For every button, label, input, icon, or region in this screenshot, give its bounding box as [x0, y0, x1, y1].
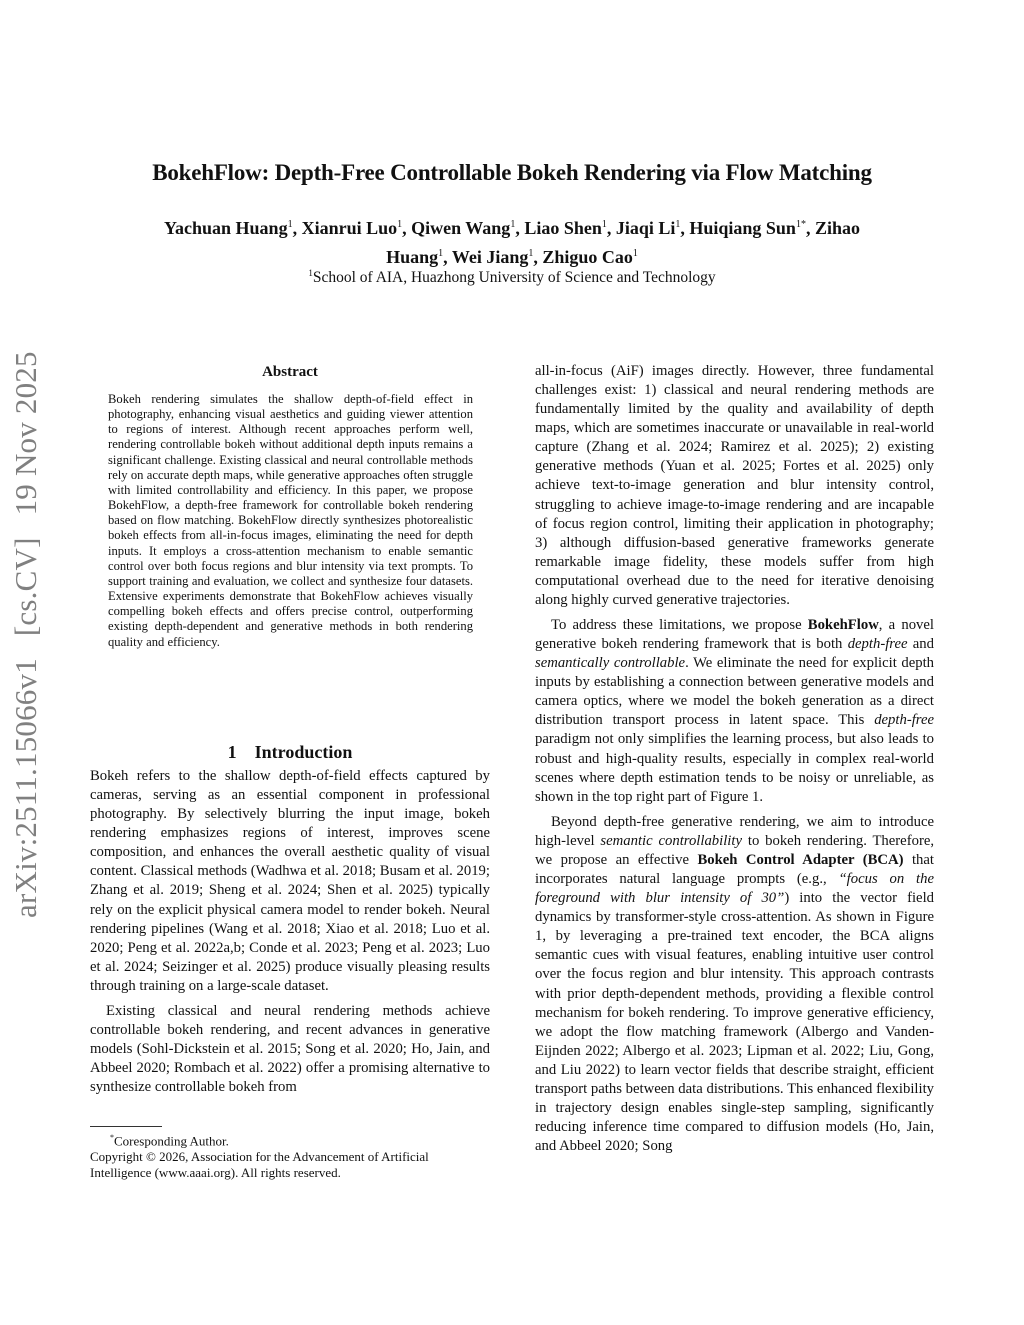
author-list	[110, 212, 914, 270]
paragraph: Beyond depth-free generative rendering, we aim to introduce high-level semantic controllability to bokeh rendering. Therefore, we propose an effective Bokeh Control Adapter (BCA) that incorporates natural language prompts (e.g., “focus on the foreground with blur intensity of 30”) into the vector field dynamics by transformer-style cross-attention. As shown in Figure 1, by leveraging a pre-trained text encoder, the BCA aligns semantic cues with visual features, enabling intuitive user control over the focus region and blur intensity. This approach contrasts with prior depth-dependent methods, providing a flexible control mechanism for bokeh rendering. To improve generative efficiency, we adopt the flow matching framework (Albergo and Vanden-Eijnden 2022; Albergo et al. 2023; Lipman et al. 2022; Liu, Gong, and Liu 2022) to learn vector fields that describe straight, efficient transport paths between data distributions. This enhanced flexibility in trajectory design enables single-step sampling, significantly reducing inference time compared to diffusion models (Ho, Jain, and Abbeel 2020; Song	[535, 813, 935, 1155]
abstract-heading: Abstract	[262, 364, 318, 380]
paragraph: Bokeh refers to the shallow depth-of-field effects captured by cameras, serving as an essential component in professional photography. By selectively blurring the input image, bokeh rendering emphasizes regions of interest, improves scene composition, and enhances the overall aesthetic quality of visual content. Classical methods (Wadhwa et al. 2018; Busam et al. 2019; Zhang et al. 2019; Sheng et al. 2024; Shen et al. 2025) typically rely on the explicit physical camera model to render bokeh. Neural rendering pipelines (Wang et al. 2018; Xiao et al. 2018; Luo et al. 2020; Peng et al. 2022a,b; Conde et al. 2023; Peng et al. 2023; Luo et al. 2024; Seizinger et al. 2025) produce visually pleasing results through training on a large-scale dataset.	[90, 768, 490, 994]
footnote-rule	[90, 1126, 162, 1127]
right-column-text	[535, 362, 934, 1156]
author-line-1	[110, 212, 914, 241]
author: Huiqiang Sun$^{1*}$,	[689, 218, 815, 238]
affiliation: $^1$School of AIA, Huazhong University of Science and Technology	[308, 268, 716, 287]
arxiv-category: [cs.CV]	[8, 537, 43, 637]
copyright-notice: Copyright © 2026, Association for the Advancement of Artificial Intelligence (www.aaai.org). All rights reserved.	[90, 1149, 429, 1181]
paragraph: all-in-focus (AiF) images directly. However, three fundamental challenges exist: 1) classical and neural rendering methods are fundamentally limited by the quality and availability of depth maps, which are sometimes inaccurate or unavailable in real-world capture (Zhang et al. 2024; Ramirez et al. 2025); 2) existing generative methods (Yuan et al. 2025; Fortes et al. 2025) only achieve text-to-image generation and blur intensity control, struggling to achieve image-to-image rendering and are incapable of focus region control, limiting their application in photography; 3) although diffusion-based generative frameworks generate remarkable image fidelity, these models suffer from high computational overhead due to the need for iterative denoising along highly curved generative trajectories.	[535, 363, 934, 608]
author: Huang$^1$,	[386, 247, 452, 267]
author: Xianrui Luo$^1$,	[301, 218, 412, 238]
corresponding-author-note: *Coresponding Author.	[110, 1133, 229, 1149]
section-heading-introduction: 1 Introduction	[227, 742, 353, 762]
paragraph: Existing classical and neural rendering methods achieve controllable bokeh rendering, and recent advances in generative models (Sohl-Dickstein et al. 2015; Song et al. 2020; Ho, Jain, and Abbeel 2020; Rombach et al. 2022) offer a promising alternative to synthesize controllable bokeh from	[90, 1002, 490, 1096]
author: Zhiguo Cao$^1$	[542, 247, 638, 267]
author: Jiaqi Li$^1$,	[615, 218, 690, 238]
author: Zihao	[814, 218, 860, 238]
arxiv-stamp	[8, 351, 44, 918]
author: Wei Jiang$^1$,	[451, 247, 543, 267]
paragraph: To address these limitations, we propose BokehFlow, a novel generative bokeh rendering framework that is both depth-free and semantically controllable. We eliminate the need for explicit depth inputs by establishing a connection between generative models and camera optics, where we model the bokeh generation as a direct distribution transport process in latent space. This depth-free paradigm not only simplifies the learning process, but also leads to robust and high-quality results, especially in complex real-world scenes where depth estimation tends to be noisy or unreliable, as shown in the top right part of Figure 1.	[535, 617, 935, 805]
author: Qiwen Wang$^1$,	[411, 218, 525, 238]
footnote	[90, 1130, 490, 1181]
arxiv-date: 19 Nov 2025	[8, 351, 43, 516]
author: Liao Shen$^1$,	[524, 218, 616, 238]
abstract-text: Bokeh rendering simulates the shallow depth-of-field effect in photography, enhancing visual aesthetics and guiding viewer attention to regions of interest. Although recent approaches perform well, rendering controllable bokeh without additional depth inputs remains a significant challenge. Existing classical and neural controllable methods rely on accurate depth maps, while generative approaches often struggle with limited controllability and efficiency. In this paper, we propose BokehFlow, a depth-free framework for controllable bokeh rendering based on flow matching. BokehFlow directly synthesizes photorealistic bokeh effects from all-in-focus images, eliminating the need for depth inputs. It employs a cross-attention mechanism to enable semantic control over both focus regions and blur intensity via text prompts. To support training and evaluation, we collect and synthesize four datasets. Extensive experiments demonstrate that BokehFlow achieves visually compelling bokeh effects and offers precise control, outperforming existing depth-dependent and generative methods in both rendering quality and efficiency.	[108, 392, 473, 649]
arxiv-id: arXiv:2511.15066v1	[8, 658, 43, 918]
paper-title: BokehFlow: Depth-Free Controllable Bokeh Rendering via Flow Matching	[152, 160, 872, 185]
author: Yachuan Huang$^1$,	[164, 218, 302, 238]
left-column-text	[90, 767, 490, 1097]
author-line-2	[110, 241, 914, 270]
